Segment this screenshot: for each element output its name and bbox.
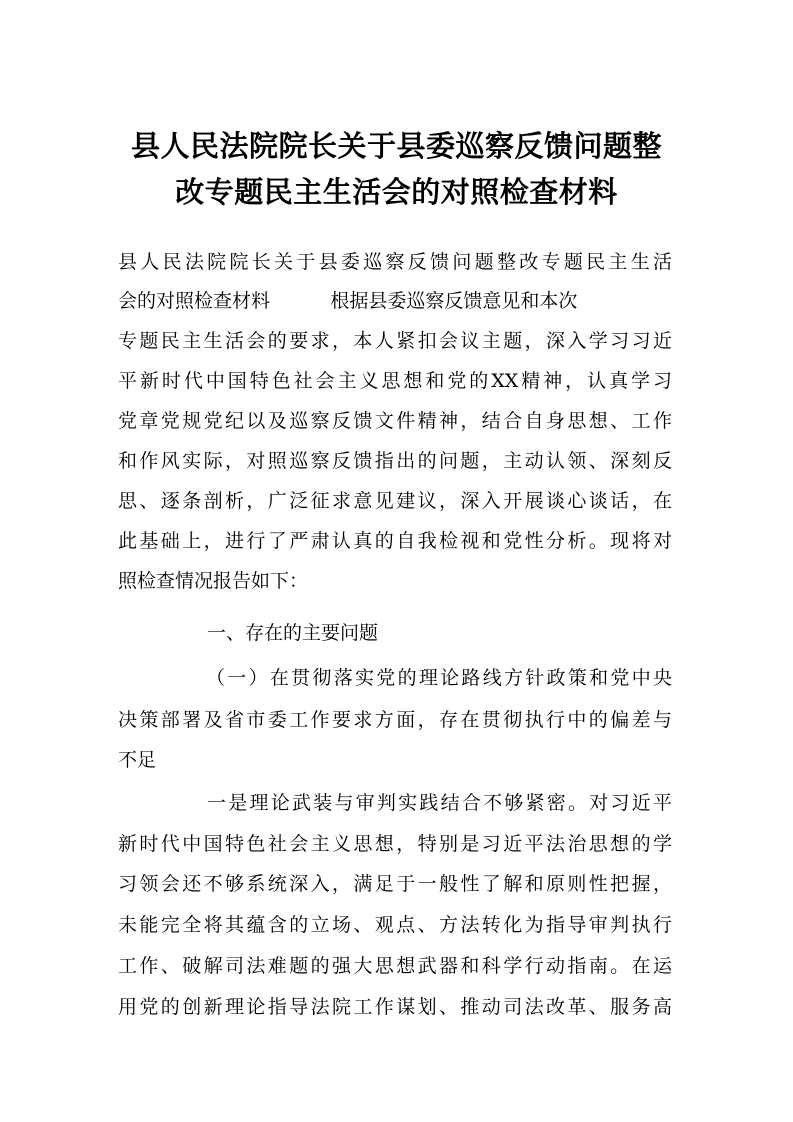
document-title-line-1: 县人民法院院长关于县委巡察反馈问题整 (130, 129, 662, 163)
section-heading: 一、存在的主要问题 (207, 622, 379, 644)
body-line: 用党的创新理论指导法院工作谋划、推动司法改革、服务高 (118, 996, 672, 1018)
body-line: 习领会还不够系统深入，满足于一般性了解和原则性把握， (118, 873, 672, 895)
body-line: 未能完全将其蕴含的立场、观点、方法转化为指导审判执行 (118, 914, 672, 936)
body-line: 县人民法院院长关于县委巡察反馈问题整改专题民主生活 (118, 251, 672, 273)
subsection-heading-line: 决策部署及省市委工作要求方面，存在贯彻执行中的偏差与 (118, 709, 672, 731)
subsection-heading-line: 不足 (118, 749, 157, 771)
body-line: 新时代中国特色社会主义思想，特别是习近平法治思想的学 (118, 833, 672, 855)
body-line: 工作、破解司法难题的强大思想武器和科学行动指南。在运 (118, 955, 672, 977)
document-title-line-2: 改专题民主生活会的对照检查材料 (175, 175, 618, 209)
body-line: 会的对照检查材料 根据县委巡察反馈意见和本次 (118, 290, 578, 312)
body-line: 和作风实际，对照巡察反馈指出的问题，主动认领、深刻反 (118, 450, 672, 472)
body-line: 思、逐条剖析，广泛征求意见建议，深入开展谈心谈话，在 (118, 490, 672, 512)
body-line: 专题民主生活会的要求，本人紧扣会议主题，深入学习习近 (118, 330, 672, 352)
subsection-heading-line: （一）在贯彻落实党的理论路线方针政策和党中央 (206, 667, 672, 689)
body-line: 党章党规党纪以及巡察反馈文件精神，结合自身思想、工作 (118, 410, 672, 432)
body-line: 一是理论武装与审判实践结合不够紧密。对习近平 (207, 792, 672, 814)
body-line: 照检查情况报告如下： (118, 570, 309, 592)
body-line: 平新时代中国特色社会主义思想和党的XX精神，认真学习 (118, 370, 672, 392)
body-line: 此基础上，进行了严肃认真的自我检视和党性分析。现将对 (118, 530, 672, 552)
